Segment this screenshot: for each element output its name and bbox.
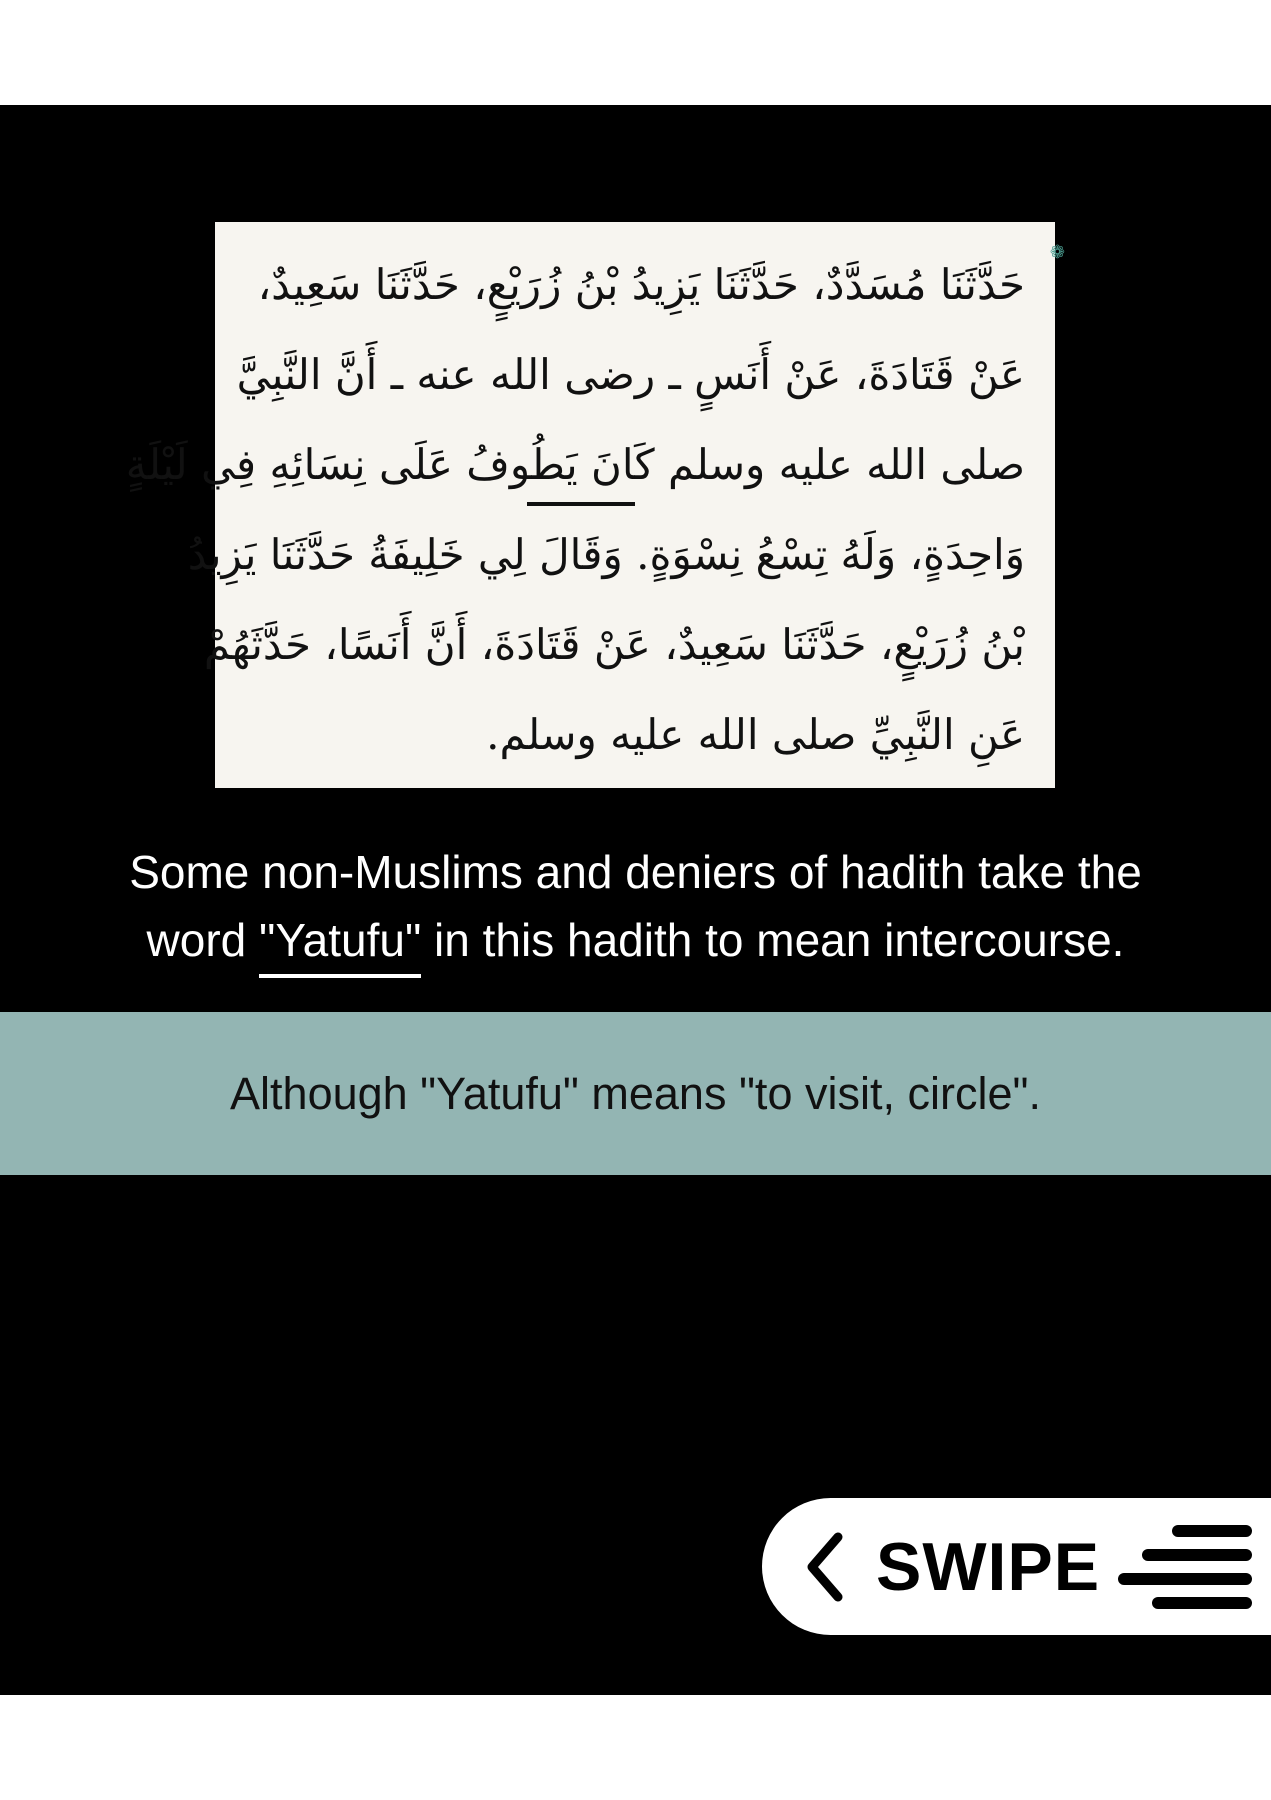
yatufu-arabic-underline (527, 502, 635, 506)
hadith-line: صلى الله عليه وسلم كَانَ يَطُوفُ عَلَى نِسَائِهِ فِي لَيْلَةٍ (125, 440, 1025, 489)
hadith-line: حَدَّثَنَا مُسَدَّدٌ، حَدَّثَنَا يَزِيدُ بْنُ زُرَيْعٍ، حَدَّثَنَا سَعِيدٌ، (257, 260, 1025, 309)
caption-line-2 (0, 906, 1271, 974)
hadith-line: عَنِ النَّبِيِّ صلى الله عليه وسلم. (486, 710, 1025, 759)
caption-prefix: word (146, 914, 260, 966)
caption-suffix: in this hadith to mean intercourse. (421, 914, 1125, 966)
meaning-text: Although "Yatufu" means "to visit, circle". (230, 1067, 1041, 1119)
hadith-marker-icon: ❁ (1049, 242, 1065, 263)
hadith-line: وَاحِدَةٍ، وَلَهُ تِسْعُ نِسْوَةٍ. وَقَالَ لِي خَلِيفَةُ حَدَّثَنَا يَزِيدُ (187, 530, 1025, 579)
hadith-arabic-text (125, 240, 1025, 780)
motion-lines-icon (1118, 1517, 1253, 1617)
caption-text (0, 838, 1271, 974)
chevron-left-icon (802, 1532, 846, 1602)
hadith-line: عَنْ قَتَادَةَ، عَنْ أَنَسٍ ـ رضى الله عنه ـ أَنَّ النَّبِيَّ (236, 350, 1025, 399)
meaning-band (0, 1012, 1271, 1175)
swipe-label: SWIPE (876, 1528, 1101, 1605)
hadith-text-box (125, 222, 1065, 788)
swipe-button[interactable] (762, 1498, 1271, 1635)
hadith-line: بْنُ زُرَيْعٍ، حَدَّثَنَا سَعِيدٌ، عَنْ قَتَادَةَ، أَنَّ أَنَسًا، حَدَّثَهُمْ (203, 620, 1025, 669)
caption-line-1: Some non-Muslims and deniers of hadith take the (129, 846, 1142, 898)
caption-highlight-word: "Yatufu" (259, 906, 421, 974)
